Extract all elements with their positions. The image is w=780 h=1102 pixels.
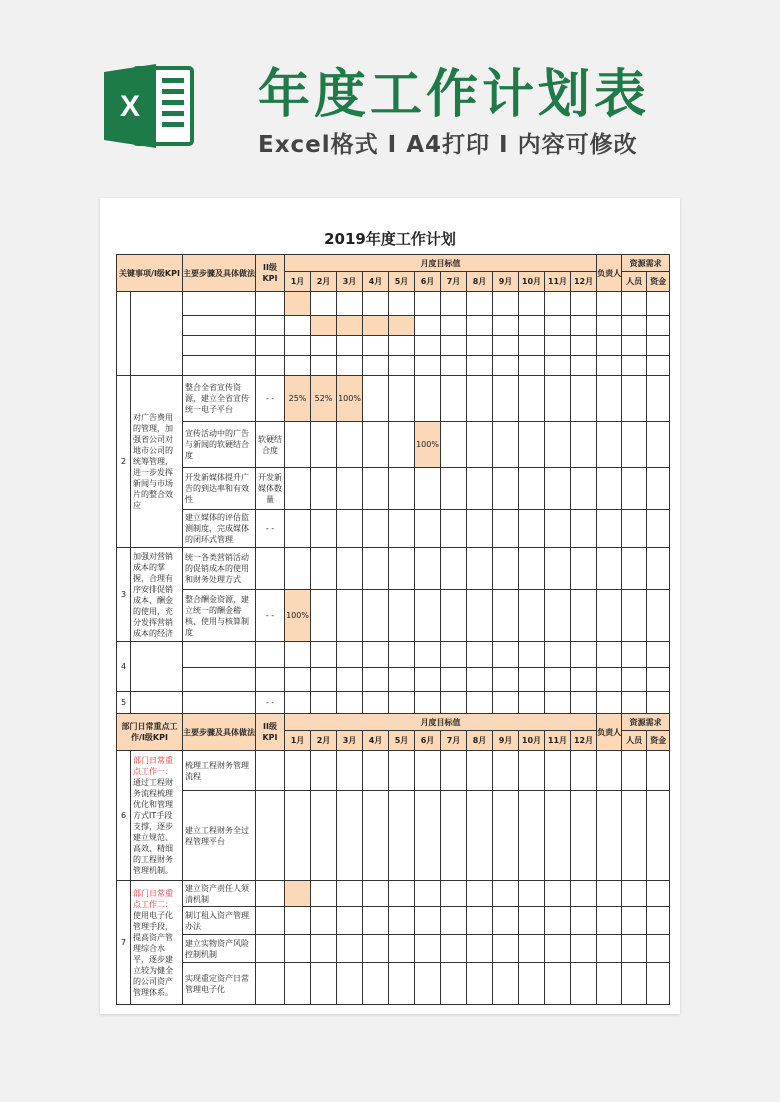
table-row <box>117 422 670 468</box>
month-11: 11月 <box>545 272 571 292</box>
month-7: 7月 <box>441 272 467 292</box>
col-monthly: 月度目标值 <box>285 255 597 272</box>
col-staff: 人员 <box>622 272 647 292</box>
col-key-items-2: 部门日常重点工作/I级KPI <box>117 714 183 751</box>
step-text: 整合酬金资源，建立统一的酬金稽核、使用与核算制度 <box>183 590 256 642</box>
col-resources: 资源需求 <box>622 255 670 272</box>
col-staff-2: 人员 <box>622 731 647 751</box>
row-number: 4 <box>117 642 131 692</box>
step-text: 建立工程财务全过程管理平台 <box>183 791 256 881</box>
step-text: 梳理工程财务管理流程 <box>183 751 256 791</box>
key-item-text: 加强对营销成本的掌握，合理有序安排促销成本、酬金的使用，充分发挥营销成本的经济 <box>131 548 183 642</box>
table-row <box>117 336 670 356</box>
month-1: 1月 <box>285 731 311 751</box>
table-row <box>117 292 670 316</box>
col-fund-2: 资金 <box>647 731 670 751</box>
step-text: 统一各类营销活动的促销成本的使用和财务处理方式 <box>183 548 256 590</box>
month-11: 11月 <box>545 731 571 751</box>
document-title: 2019年度工作计划 <box>324 230 456 248</box>
excel-logo-icon <box>100 58 196 154</box>
col-resources-2: 资源需求 <box>622 714 670 731</box>
row-number: 2 <box>117 376 131 548</box>
month-2: 2月 <box>311 272 337 292</box>
col-kpi2: II级KPI <box>256 255 285 292</box>
month-6: 6月 <box>415 272 441 292</box>
page-title: 年度工作计划表 <box>258 65 651 125</box>
kpi-value: - - <box>256 590 285 642</box>
table-row <box>117 548 670 590</box>
table-row <box>117 642 670 668</box>
table-row <box>117 356 670 376</box>
row-number: 3 <box>117 548 131 642</box>
kpi-value: 开发新媒体数量 <box>256 468 285 510</box>
month-7: 7月 <box>441 731 467 751</box>
col-key-items: 关键事项/I级KPI <box>117 255 183 292</box>
col-fund: 资金 <box>647 272 670 292</box>
step-text: 宣传活动中的广告与新闻的软硬结合度 <box>183 422 256 468</box>
kpi-value: - - <box>256 376 285 422</box>
kpi-value: - - <box>256 692 285 714</box>
row-number: 6 <box>117 751 131 881</box>
month-9: 9月 <box>493 731 519 751</box>
table-row <box>117 468 670 510</box>
page-subtitle: Excel格式 I A4打印 I 内容可修改 <box>258 132 638 158</box>
table-row <box>117 963 670 1005</box>
step-text: 建立实物资产风险控制机制 <box>183 935 256 963</box>
key-item-title: 部门日常重点工作一： <box>133 756 173 776</box>
month-4: 4月 <box>363 731 389 751</box>
month-5: 5月 <box>389 731 415 751</box>
col-owner-2: 负责人 <box>597 714 622 751</box>
month-12: 12月 <box>571 272 597 292</box>
table-row <box>117 935 670 963</box>
month-8: 8月 <box>467 272 493 292</box>
key-item-desc: 使用电子化管理手段，提高资产管理综合水平，逐步建立较为健全的公司资产管理体系。 <box>133 910 173 997</box>
table-row <box>117 376 670 422</box>
step-text: 实现重定资产日常管理电子化 <box>183 963 256 1005</box>
month-10: 10月 <box>519 731 545 751</box>
col-steps-2: 主要步骤及具体做法 <box>183 714 256 751</box>
month-6: 6月 <box>415 731 441 751</box>
key-item-text: 对广告费用的管理，加强省公司对地市公司的统筹管理，进一步发挥新闻与市场片的整合效应 <box>131 376 183 548</box>
plan-table <box>116 254 670 1005</box>
col-kpi2-2: II级KPI <box>256 714 285 751</box>
banner <box>0 0 780 190</box>
table-row <box>117 668 670 692</box>
table-row <box>117 791 670 881</box>
row-number: 7 <box>117 881 131 1005</box>
target-value: 100% <box>285 590 311 642</box>
table-row <box>117 692 670 714</box>
table-row <box>117 316 670 336</box>
step-text: 制订租入资产管理办法 <box>183 907 256 935</box>
table-row <box>117 907 670 935</box>
logo-letter: X <box>119 90 141 123</box>
month-9: 9月 <box>493 272 519 292</box>
month-8: 8月 <box>467 731 493 751</box>
key-item-title: 部门日常重点工作二： <box>133 888 173 909</box>
month-3: 3月 <box>337 731 363 751</box>
step-text: 建立资产责任人须清机制 <box>183 881 256 907</box>
kpi-value: 软硬结合度 <box>256 422 285 468</box>
target-value: 100% <box>337 376 363 422</box>
target-value: 25% <box>285 376 311 422</box>
month-1: 1月 <box>285 272 311 292</box>
key-item-text <box>131 881 183 1005</box>
target-value: 52% <box>311 376 337 422</box>
col-steps: 主要步骤及具体做法 <box>183 255 256 292</box>
table-row <box>117 751 670 791</box>
step-text: 整合全省宣传资源，建立全省宣传统一电子平台 <box>183 376 256 422</box>
key-item-desc: 通过工程财务流程梳理优化和管理方式IT手段支撑，逐步建立规范、高效、精细的工程财务管理机制。 <box>133 778 173 875</box>
table-row <box>117 590 670 642</box>
key-item-text <box>131 751 183 881</box>
col-monthly-2: 月度目标值 <box>285 714 597 731</box>
table-row <box>117 881 670 907</box>
row-number: 5 <box>117 692 131 714</box>
step-text: 开发新媒体提升广告的到达率和有效性 <box>183 468 256 510</box>
month-12: 12月 <box>571 731 597 751</box>
table-row <box>117 510 670 548</box>
month-4: 4月 <box>363 272 389 292</box>
target-value: 100% <box>415 422 441 468</box>
col-owner: 负责人 <box>597 255 622 292</box>
month-2: 2月 <box>311 731 337 751</box>
kpi-value: - - <box>256 510 285 548</box>
month-3: 3月 <box>337 272 363 292</box>
month-10: 10月 <box>519 272 545 292</box>
month-5: 5月 <box>389 272 415 292</box>
step-text: 建立媒体的评估监测制度，完成媒体的闭环式管理 <box>183 510 256 548</box>
